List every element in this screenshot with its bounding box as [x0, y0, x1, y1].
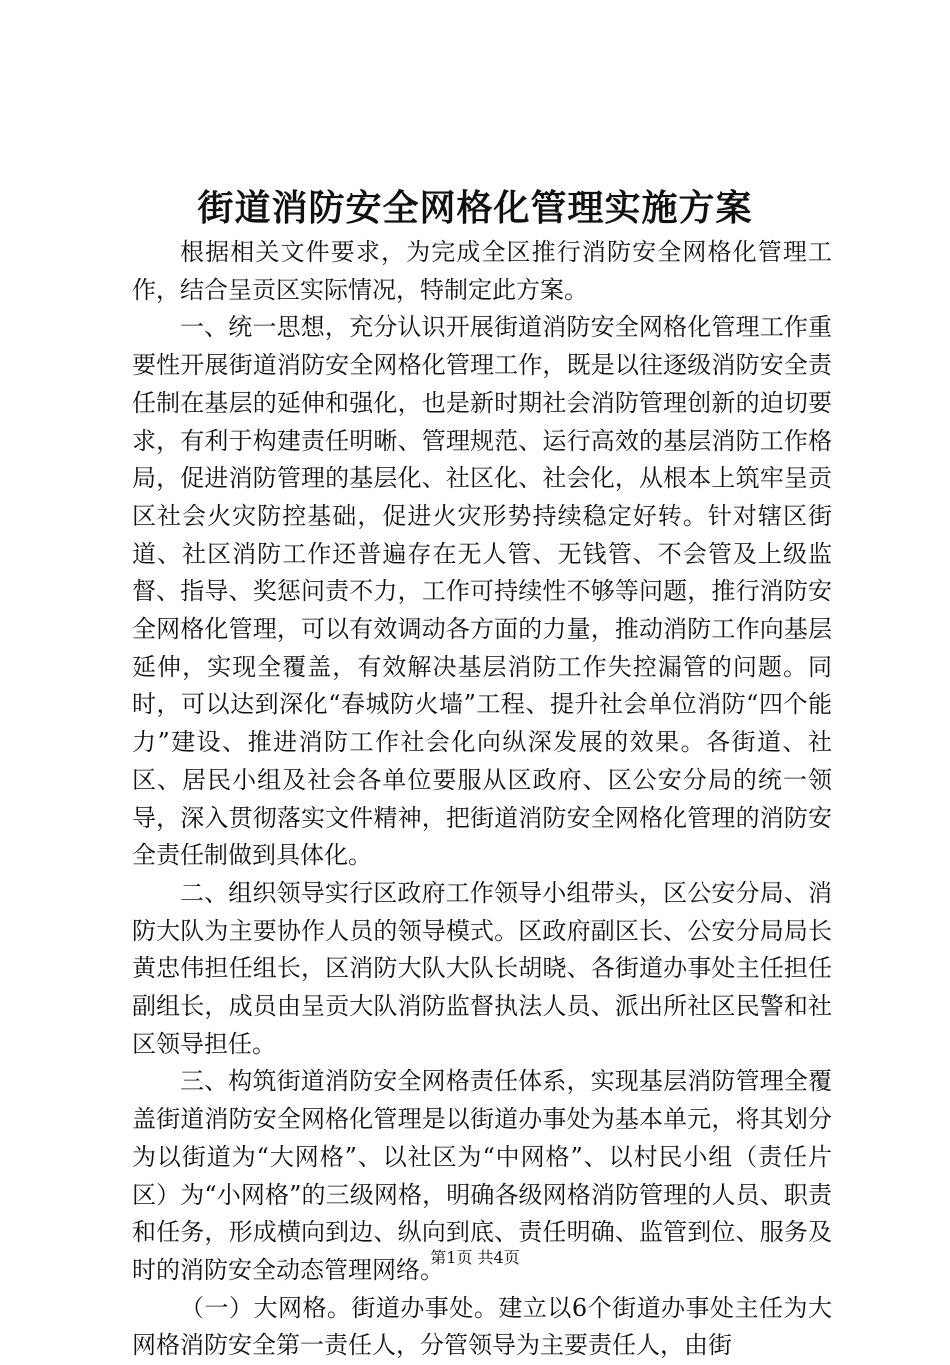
- paragraph-section-1: 一、统一思想，充分认识开展街道消防安全网格化管理工作重要性开展街道消防安全网格化管理工作，既是以往逐级消防安全责任制在基层的延伸和强化，也是新时期社会消防管理创新的迫切要求，有利于构建责任明晰、管理规范、运行高效的基层消防工作格局，促进消防管理的基层化、社区化、社会化，从根本上筑牢呈贡区社会火灾防控基础，促进火灾形势持续稳定好转。针对辖区街道、社区消防工作还普遍存在无人管、无钱管、不会管及上级监督、指导、奖惩问责不力，工作可持续性不够等问题，推行消防安全网格化管理，可以有效调动各方面的力量，推动消防工作向基层延伸，实现全覆盖，有效解决基层消防工作失控漏管的问题。同时，可以达到深化“春城防火墙”工程、提升社会单位消防“四个能力”建设、推进消防工作社会化向纵深发展的效果。各街道、社区、居民小组及社会各单位要服从区政府、区公安分局的统一领导，深入贯彻落实文件精神，把街道消防安全网格化管理的消防安全责任制做到具体化。: [132, 313, 832, 870]
- paragraph-section-2: 二、组织领导实行区政府工作领导小组带头，区公安分局、消防大队为主要协作人员的领导模式。区政府副区长、公安分局局长黄忠伟担任组长，区消防大队大队长胡晓、各街道办事处主任担任副组长，成员由呈贡大队消防监督执法人员、派出所社区民警和社区领导担任。: [132, 878, 832, 1058]
- paragraph-section-3: 三、构筑街道消防安全网格责任体系，实现基层消防管理全覆盖街道消防安全网格化管理是以街道办事处为基本单元，将其划分为以街道为“大网格”、以社区为“中网格”、以村民小组（责任片区）为“小网格”的三级网格，明确各级网格消防管理的人员、职责和任务，形成横向到边、纵向到底、责任明确、监管到位、服务及时的消防安全动态管理网络。: [132, 1067, 832, 1284]
- paragraph-subsection-1: （一）大网格。街道办事处。建立以6个街道办事处主任为大网格消防安全第一责任人，分管领导为主要责任人，由街: [132, 1293, 832, 1360]
- document-body: [132, 234, 832, 1365]
- page-number-footer: 第1页 共4页: [430, 1248, 520, 1267]
- paragraph-intro: 根据相关文件要求，为完成全区推行消防安全网格化管理工作，结合呈贡区实际情况，特制定此方案。: [132, 238, 832, 304]
- document-title: 街道消防安全网格化管理实施方案: [197, 187, 753, 229]
